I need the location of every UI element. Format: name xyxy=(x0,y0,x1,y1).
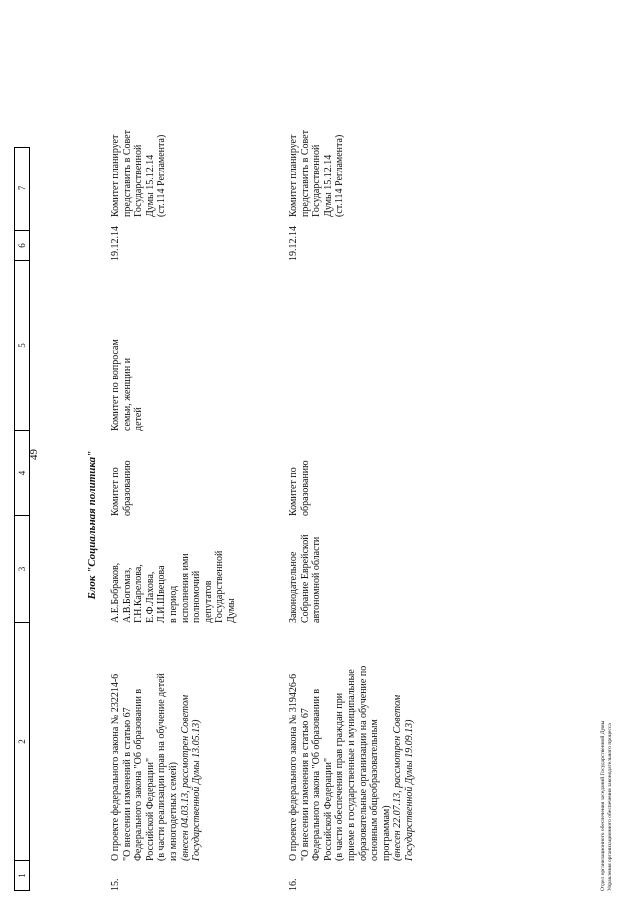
page-number: 49 xyxy=(28,449,40,460)
header-cell: 6 xyxy=(15,230,29,260)
responsible-committee: Комитет по образованию xyxy=(110,460,133,516)
table-header xyxy=(14,147,30,891)
row-number: 15. xyxy=(110,878,121,891)
date: 19.12.14 xyxy=(288,226,299,261)
footer: Отдел организационного обеспечения заседаний Государственной Думы Управления организационного обеспечения законодательного процесса xyxy=(600,720,613,891)
remark: Комитет планирует представить в Совет Государственной Думы 15.12.14 (ст.114 Регламента) xyxy=(288,130,346,217)
law-note: (внесен 22.07.13, рассмотрен Советом Государственной Думы 19.09.13) xyxy=(392,694,415,861)
date: 19.12.14 xyxy=(110,226,121,261)
row-number: 16. xyxy=(288,878,299,891)
header-cell: 7 xyxy=(17,185,27,191)
header-cell: 5 xyxy=(15,260,29,430)
header-cell: 2 xyxy=(15,622,29,860)
header-cell: 1 xyxy=(15,860,29,890)
header-cell: 4 xyxy=(15,430,29,515)
block-title: Блок "Социальная политика" xyxy=(86,450,98,600)
responsible-committee: Комитет по образованию xyxy=(288,460,311,516)
law-cell xyxy=(288,621,416,861)
remark: Комитет планирует представить в Совет Государственной Думы 15.12.14 (ст.114 Регламента) xyxy=(110,130,168,217)
law-note: (внесен 04.03.13, рассмотрен Советом Государственной Думы 13.05.13) xyxy=(179,694,203,861)
co-committee: Комитет по вопросам семьи, женщин и детей xyxy=(110,339,145,431)
authors: А.Е.Бобраков, А.В.Богомаз, Г.Н.Карелова, Е.Ф.Лахова, Л.И.Швецова в период исполнения ими полномочий депутатов Государственной Думы xyxy=(110,550,237,623)
law-title: О проекте федерального закона № 319426-6 "О внесении изменения в статью 67 Федерального закона "Об образовании в Российской Федерации" (в части обеспечения прав граждан при приеме в государственные и муниципальные образовательные организации на обучение по основным общеобразовательным программам) xyxy=(288,665,392,861)
law-title: О проекте федерального закона № 232214-6 "О внесении изменений в статью 67 Федерального закона "Об образовании в Российской Федерации" (в части реализации прав на обучение детей из многодетных семей) xyxy=(110,673,179,861)
header-cell: 3 xyxy=(15,515,29,622)
authors: Законодательное Собрание Еврейской автономной области xyxy=(288,534,323,623)
law-cell xyxy=(110,621,203,861)
